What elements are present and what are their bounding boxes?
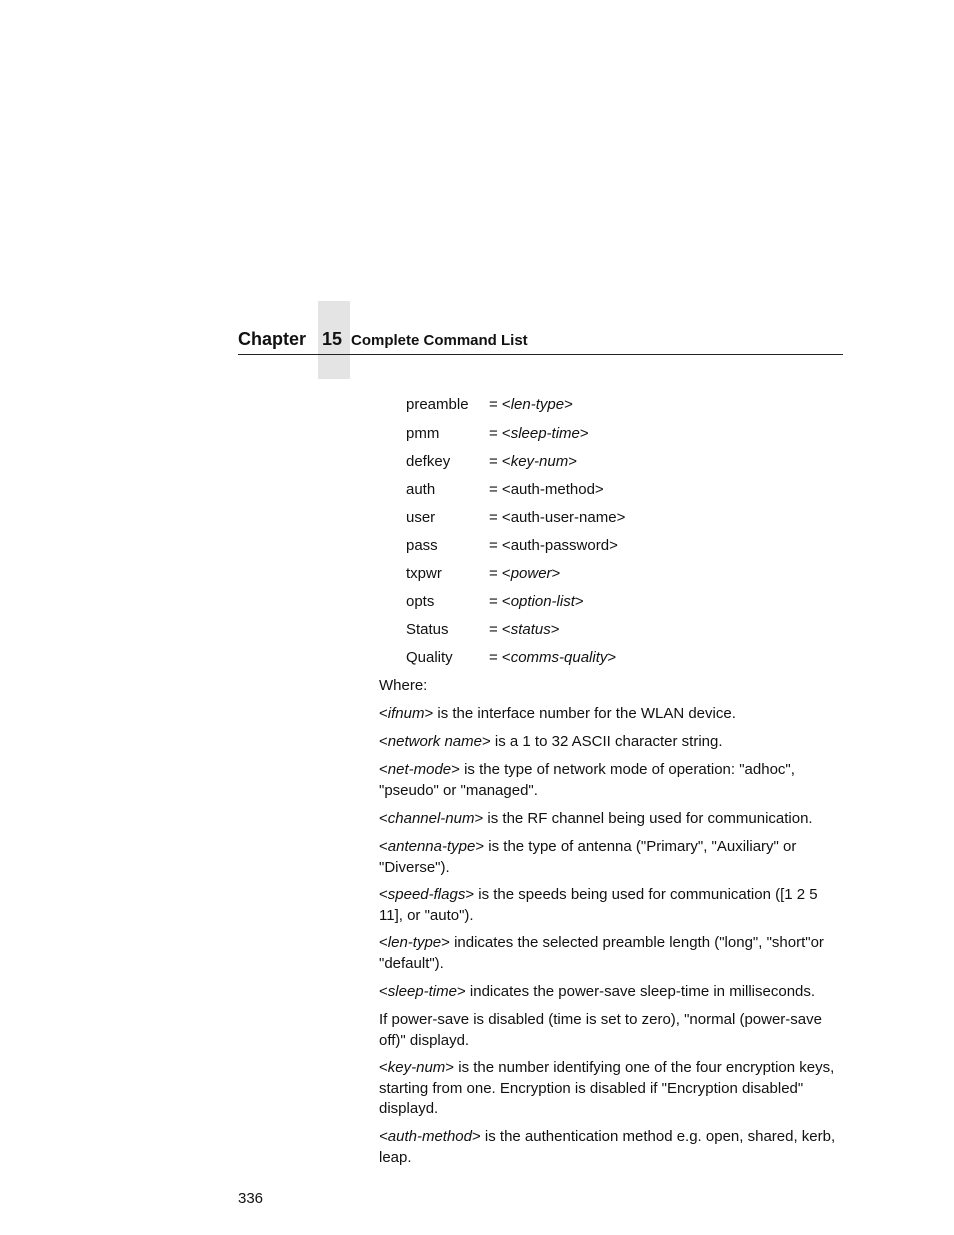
definition-open: <: [379, 983, 388, 1000]
definition-item: [379, 982, 845, 1003]
param-name: txpwr: [406, 565, 442, 582]
param-close: >: [564, 396, 573, 413]
definition-text: is the type of antenna ("Primary", "Auxiliary" or "Diverse").: [379, 838, 797, 876]
definition-term: speed-flags: [387, 886, 466, 903]
definition-item: [379, 760, 845, 801]
param-row: [406, 508, 826, 528]
definition-text: is the RF channel being used for communication.: [483, 810, 813, 827]
definition-item: [379, 1058, 845, 1120]
definition-close: >: [456, 983, 466, 1000]
definition-term: sleep-time: [387, 983, 457, 1000]
param-equals: = <: [489, 453, 511, 470]
param-value-term: auth-password: [510, 537, 610, 554]
definition-item: [379, 837, 845, 878]
param-close: >: [579, 425, 589, 442]
definition-close: >: [445, 1059, 455, 1076]
definition-text: is the authentication method e.g. open, shared, kerb, leap.: [379, 1128, 836, 1166]
param-equals: = <: [489, 537, 511, 554]
param-equals: = <: [489, 481, 511, 498]
definition-close: >: [441, 934, 450, 951]
param-name: pass: [406, 537, 438, 554]
definition-item: [379, 1127, 845, 1168]
definition-text: is the number identifying one of the four encryption keys, starting from one. Encryption is disabled if "Encryption disabled" displayd.: [379, 1059, 835, 1117]
definition-open: <: [379, 761, 388, 778]
definition-open: <: [379, 705, 388, 722]
chapter-title: Complete Command List: [351, 332, 528, 349]
definition-close: >: [481, 733, 491, 750]
param-name: preamble: [406, 396, 469, 413]
definition-text: is the interface number for the WLAN device.: [433, 705, 736, 722]
definition-text: If power-save is disabled (time is set to zero), "normal (power-save off)" displayd.: [379, 1011, 822, 1049]
definition-item: [379, 1010, 845, 1051]
definition-open: <: [379, 810, 388, 827]
param-name: Quality: [406, 649, 453, 666]
param-value: [489, 592, 584, 612]
param-close: >: [607, 649, 617, 666]
param-value-term: option-list: [510, 593, 575, 610]
param-name: pmm: [406, 425, 440, 442]
param-close: >: [594, 481, 604, 498]
chapter-number: 15: [322, 329, 343, 349]
param-value: [489, 480, 604, 500]
param-equals: = <: [489, 565, 511, 582]
param-name: opts: [406, 593, 435, 610]
param-value: [489, 620, 559, 640]
param-row: [406, 648, 826, 668]
where-label: Where:: [379, 677, 428, 694]
definition-close: >: [471, 1128, 481, 1145]
definition-open: <: [379, 1059, 388, 1076]
param-equals: = <: [489, 621, 511, 638]
param-close: >: [550, 621, 560, 638]
definition-term: channel-num: [387, 810, 475, 827]
param-row: [406, 452, 826, 472]
param-equals: = <: [489, 396, 511, 413]
definition-item: [379, 732, 845, 753]
chapter-label: Chapter: [238, 329, 307, 349]
param-value: [489, 648, 616, 668]
definition-text: is the type of network mode of operation: "adhoc", "pseudo" or "managed".: [379, 761, 795, 799]
definition-text: is the speeds being used for communication ([1 2 5 11], or "auto").: [379, 886, 818, 924]
definition-term: antenna-type: [387, 838, 476, 855]
param-row: [406, 592, 826, 612]
param-value: [489, 508, 625, 528]
page-number: 336: [238, 1190, 264, 1207]
param-name: user: [406, 509, 436, 526]
param-value-term: sleep-time: [510, 425, 580, 442]
param-name: defkey: [406, 453, 451, 470]
param-value: [489, 424, 589, 444]
definition-term: len-type: [387, 934, 442, 951]
definition-item: [379, 704, 845, 725]
definition-open: <: [379, 886, 388, 903]
definition-close: >: [474, 810, 484, 827]
param-row: [406, 480, 826, 500]
definition-term: ifnum: [387, 705, 425, 722]
definition-item: [379, 809, 845, 830]
param-equals: = <: [489, 649, 511, 666]
param-value-term: auth-user-name: [510, 509, 617, 526]
param-name: auth: [406, 481, 436, 498]
param-row: [406, 424, 826, 444]
param-equals: = <: [489, 593, 511, 610]
definition-term: key-num: [387, 1059, 446, 1076]
definition-close: >: [465, 886, 475, 903]
param-row: [406, 620, 826, 640]
param-value-term: key-num: [510, 453, 569, 470]
param-close: >: [616, 509, 626, 526]
param-value: [489, 536, 618, 556]
definition-term: <auth-method: [379, 1128, 472, 1145]
definition-text: is a 1 to 32 ASCII character string.: [490, 733, 723, 750]
definition-close: >: [424, 705, 434, 722]
definition-item: [379, 885, 845, 926]
definition-item: [379, 933, 845, 974]
param-close: >: [574, 593, 584, 610]
param-value-term: auth-method: [510, 481, 595, 498]
definition-text: indicates the selected preamble length ("long", "short"or "default").: [379, 934, 824, 972]
param-close: >: [609, 537, 618, 554]
definition-text: indicates the power-save sleep-time in milliseconds.: [465, 983, 816, 1000]
definition-close: >: [451, 761, 460, 778]
param-close: >: [568, 453, 577, 470]
param-row: [406, 395, 826, 415]
param-close: >: [551, 565, 561, 582]
param-value-term: comms-quality: [510, 649, 608, 666]
header-rule: [238, 354, 843, 355]
param-value-term: status: [510, 621, 551, 638]
param-value-term: len-type: [510, 396, 565, 413]
definition-close: >: [475, 838, 485, 855]
param-equals: = <: [489, 425, 511, 442]
param-value: [489, 395, 573, 415]
param-row: [406, 564, 826, 584]
param-value-term: power: [510, 565, 552, 582]
definition-term: net-mode: [387, 761, 452, 778]
definition-open: <: [379, 838, 388, 855]
definition-term: network name: [387, 733, 482, 750]
param-value: [489, 564, 560, 584]
param-equals: = <: [489, 509, 511, 526]
param-row: [406, 536, 826, 556]
param-name: Status: [406, 621, 449, 638]
param-value: [489, 452, 577, 472]
definition-open: <: [379, 934, 388, 951]
definition-open: <: [379, 733, 388, 750]
